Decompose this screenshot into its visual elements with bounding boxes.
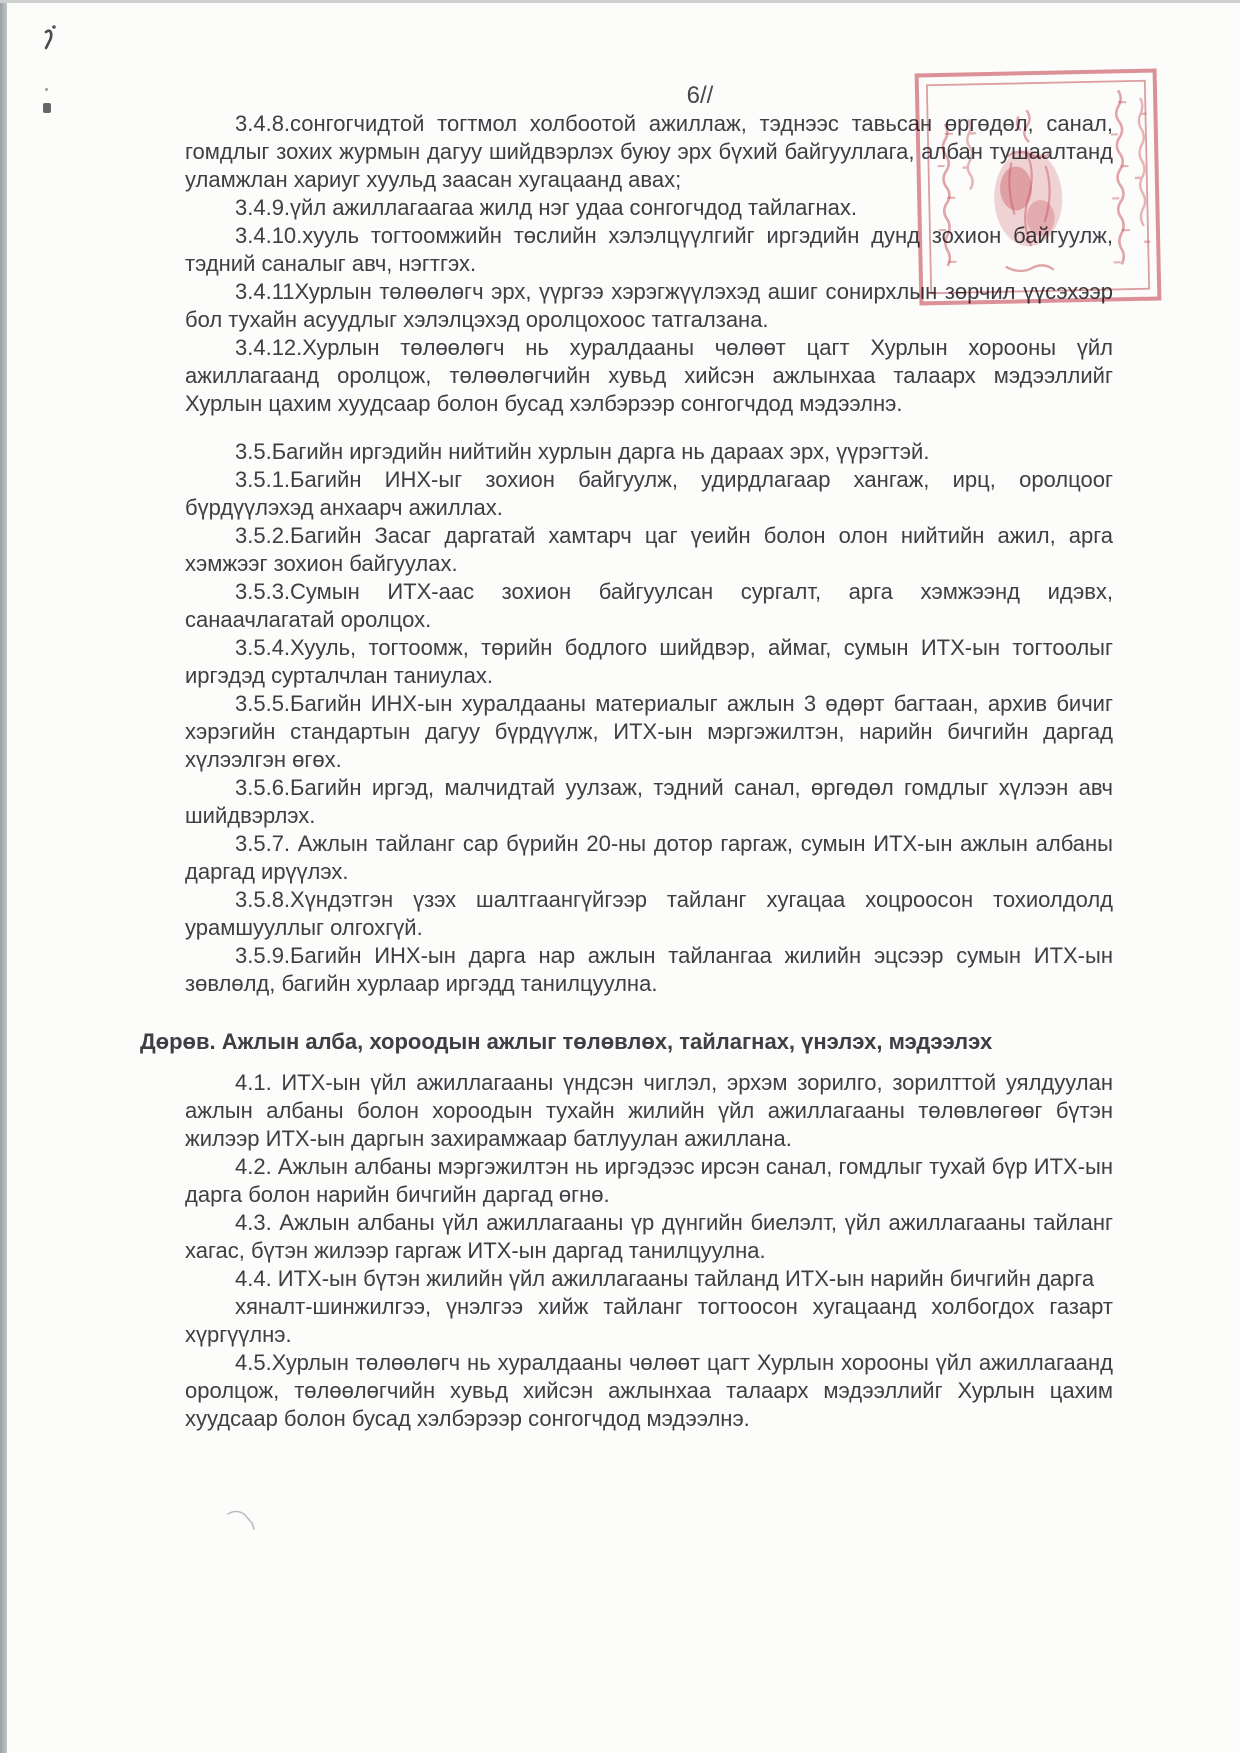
section-4-heading: Дөрөв. Ажлын алба, хороодын ажлыг төлөвлөх, тайлагнах, үнэлэх, мэдээлэх — [140, 1029, 993, 1054]
paragraph-3-4-10: 3.4.10.хууль тогтоомжийн төслийн хэлэлцүүлгийг иргэдийн дунд зохион байгуулж, тэдний саналыг авч, нэгтгэх. — [185, 223, 1113, 276]
page-number: 6// — [686, 82, 714, 109]
paragraph-4-1: 4.1. ИТХ-ын үйл ажиллагааны үндсэн чиглэл, эрхэм зорилго, зорилттой уялдуулан ажлын албаны болон хороодын тухайн жилийн үйл ажиллагааны төлөвлөгөөг бүтэн жилээр ИТХ-ын даргын захирамжаар батлуулан ажиллана. — [185, 1070, 1113, 1151]
scan-edge-top — [0, 0, 1240, 3]
paragraph-4-4-continued: хяналт-шинжилгээ, үнэлгээ хийж тайланг тогтоосон хугацаанд холбогдох газарт хүргүүлнэ. — [185, 1294, 1113, 1347]
paragraph-3-5-6: 3.5.6.Багийн иргэд, малчидтай уулзаж, тэдний санал, өргөдөл гомдлыг хүлээн авч шийдвэрлэх. — [185, 775, 1113, 828]
paragraph-4-4: 4.4. ИТХ-ын бүтэн жилийн үйл ажиллагааны тайланд ИТХ-ын нарийн бичгийн дарга — [235, 1266, 1095, 1291]
stamp-script-column-right1-ticks — [1110, 102, 1130, 262]
paragraph-3-5-9: 3.5.9.Багийн ИНХ-ын дарга нар ажлын тайлангаа жилийн эцсээр сумын ИТХ-ын зөвлөлд, багийн хурлаар иргэдд танилцуулна. — [185, 943, 1113, 996]
paragraph-3-5: 3.5.Багийн иргэдийн нийтийн хурлын дарга нь дараах эрх, үүрэгтэй. — [235, 439, 930, 464]
stamp-script-column-right1 — [1116, 90, 1125, 264]
paragraph-3-5-2: 3.5.2.Багийн Засаг даргатай хамтарч цаг үеийн болон олон нийтийн ажил, арга хэмжээг зохион байгуулах. — [185, 523, 1113, 576]
paragraph-3-5-4: 3.5.4.Хууль, тогтоомж, төрийн бодлого шийдвэр, аймаг, сумын ИТХ-ын тогтоолыг иргэдэд сурталчлан таниулах. — [185, 635, 1113, 688]
paragraph-3-5-1: 3.5.1.Багийн ИНХ-ыг зохион байгуулж, удирдлагаар хангаж, ирц, оролцоог бүрдүүлэхэд анхаарч ажиллах. — [185, 467, 1113, 520]
paragraph-4-3: 4.3. Ажлын албаны үйл ажиллагааны үр дүнгийн биелэлт, үйл ажиллагааны тайланг хагас, бүтэн жилээр гаргаж ИТХ-ын даргад танилцуулна. — [185, 1210, 1113, 1263]
paragraph-3-5-8: 3.5.8.Хүндэтгэн үзэх шалтгаангүйгээр тайланг хугацаа хоцроосон тохиолдолд урамшууллыг олгохгүй. — [185, 887, 1113, 940]
paragraph-3-5-3: 3.5.3.Сумын ИТХ-аас зохион байгуулсан сургалт, арга хэмжээнд идэвх, санаачлагатай оролцох. — [185, 579, 1113, 632]
paragraph-3-4-12: 3.4.12.Хурлын төлөөлөгч нь хуралдааны чөлөөт цагт Хурлын хорооны үйл ажиллагаанд оролцож, төлөөлөгчийн хувьд хийсэн ажлынхаа талаарх мэдээллийг Хурлын цахим хуудсаар болон бусад хэлбэрээр сонгогчдод мэдээлнэ. — [185, 335, 1113, 416]
scan-edge-left — [0, 0, 7, 1753]
paragraph-3-5-7: 3.5.7. Ажлын тайланг сар бүрийн 20-ны дотор гаргаж, сумын ИТХ-ын ажлын албаны даргад ирүүлэх. — [185, 831, 1113, 884]
paragraph-4-5: 4.5.Хурлын төлөөлөгч нь хуралдааны чөлөөт цагт Хурлын хорооны үйл ажиллагаанд оролцож, төлөөлөгчийн хувьд хийсэн ажлынхаа талаарх мэдээллийг Хурлын цахим хуудсаар болон бусад хэлбэрээр сонгогчдод мэдээлнэ. — [185, 1350, 1113, 1431]
paragraph-3-5-5: 3.5.5.Багийн ИНХ-ын хуралдааны материалыг ажлын 3 өдөрт багтаан, архив бичиг хэрэгийн стандартын дагуу бүрдүүлж, ИТХ-ын мэргэжилтэн, нарийн бичгийн даргад хүлээлгэн өгөх. — [185, 691, 1113, 772]
paragraph-3-4-8: 3.4.8.сонгогчидтой тогтмол холбоотой ажиллаж, тэднээс тавьсан өргөдөл, санал, гомдлыг зохих журмын дагуу шийдвэрлэх буюу эрх бүхий байгууллага, албан тушаалтанд уламжлан хариуг хуульд заасан хугацаанд авах; — [185, 111, 1113, 192]
paragraph-3-4-11: 3.4.11Хурлын төлөөлөгч эрх, үүргээ хэрэгжүүлэхэд ашиг сонирхлын зөрчил үүсэхээр бол тухайн асуудлыг хэлэлцэхэд оролцохоос татгалзана. — [185, 279, 1113, 332]
paragraph-4-2: 4.2. Ажлын албаны мэргэжилтэн нь иргэдээс ирсэн санал, гомдлыг тухай бүр ИТХ-ын дарга болон нарийн бичгийн даргад өгнө. — [185, 1154, 1113, 1207]
ink-mark — [40, 24, 60, 50]
ink-dot-mark — [43, 103, 51, 113]
pencil-mark — [226, 1508, 262, 1534]
document-body — [140, 110, 1113, 1433]
paragraph-3-4-9: 3.4.9.үйл ажиллагаагаа жилд нэг удаа сонгогчдод тайлагнах. — [235, 195, 857, 220]
stamp-script-column-right2 — [1133, 98, 1150, 242]
ink-dot-mark-faint — [45, 88, 48, 91]
